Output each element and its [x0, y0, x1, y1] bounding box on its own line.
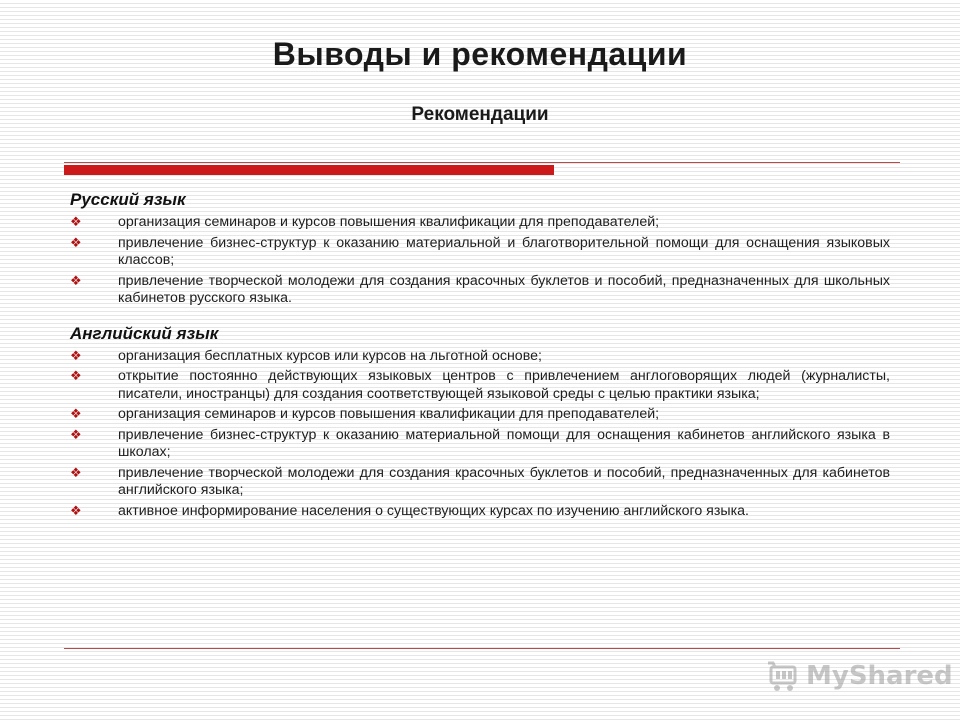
watermark-text: MyShared — [806, 661, 953, 691]
list-item: ❖ привлечение творческой молодежи для создания красочных буклетов и пособий, предназначенных для школьных кабинетов русского языка. — [70, 272, 890, 306]
page-subtitle: Рекомендации — [411, 104, 549, 125]
bullet-list — [70, 214, 890, 308]
recommendations-content — [70, 190, 890, 523]
accent-bar — [64, 165, 554, 175]
list-item: ❖ привлечение бизнес-структур к оказанию материальной помощи для оснащения кабинетов английского языка в школах; — [70, 426, 890, 460]
list-item: ❖ привлечение бизнес-структур к оказанию материальной и благотворительной помощи для оснащения языковых классов; — [70, 234, 890, 268]
diamond-bullet-icon: ❖ — [70, 427, 82, 443]
section-heading: Английский язык — [70, 323, 219, 343]
list-item: ❖ организация бесплатных курсов или курсов на льготной основе; — [70, 347, 542, 364]
diamond-bullet-icon: ❖ — [70, 407, 82, 422]
top-divider — [64, 162, 900, 163]
list-item: ❖ активное информирование населения о существующих курсах по изучению английского языка. — [70, 502, 749, 519]
section-russian — [70, 190, 890, 308]
section-heading: Русский язык — [70, 190, 186, 209]
diamond-bullet-icon: ❖ — [70, 348, 82, 364]
diamond-bullet-icon: ❖ — [70, 235, 82, 251]
cart-icon — [766, 658, 802, 694]
bottom-divider — [64, 648, 900, 649]
bullet-list — [70, 348, 890, 521]
diamond-bullet-icon: ❖ — [70, 273, 82, 289]
watermark — [766, 656, 953, 696]
diamond-bullet-icon: ❖ — [70, 503, 82, 519]
list-item: ❖ организация семинаров и курсов повышения квалификации для преподавателей; — [70, 406, 660, 422]
page-title: Выводы и рекомендации — [272, 36, 688, 72]
list-item: ❖ открытие постоянно действующих языковых центров с привлечением англоговорящих людей (журналисты, писатели, иностранцы) для создания соответствующей языковой среды с целью практики языка; — [70, 368, 890, 402]
diamond-bullet-icon: ❖ — [70, 465, 82, 481]
diamond-bullet-icon: ❖ — [70, 369, 82, 384]
list-item: ❖ организация семинаров и курсов повышения квалификации для преподавателей; — [70, 214, 660, 230]
section-english — [70, 324, 890, 521]
diamond-bullet-icon: ❖ — [70, 215, 82, 230]
list-item: ❖ привлечение творческой молодежи для создания красочных буклетов и пособий, предназначенных для кабинетов английского языка; — [70, 464, 890, 498]
